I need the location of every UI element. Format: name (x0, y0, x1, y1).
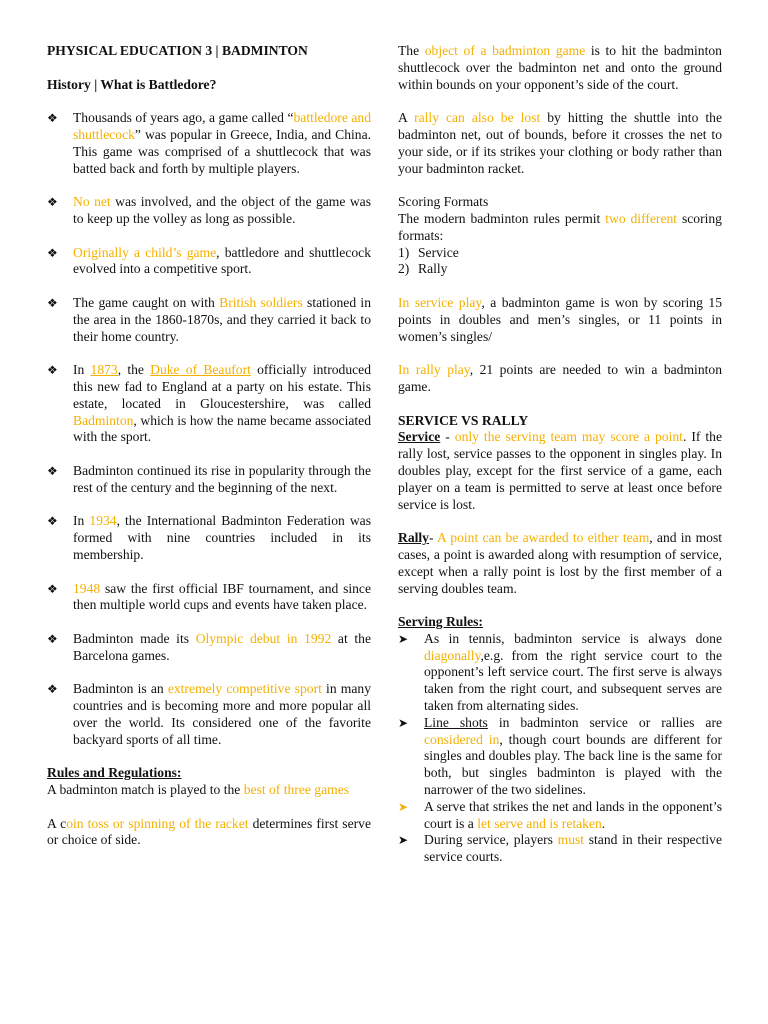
history-bullet-1: ❖ Thousands of years ago, a game called “battledore and shuttlecock” was popular in Greece, India, and China. This game was comprised of a shuttlecock that was batted back and forth by multiple players. (47, 110, 371, 176)
diamond-dots-bullet-icon: ❖ (47, 631, 58, 646)
history-bullet-8: ❖ 1948 saw the first official IBF tournament, and since then multiple world cups and events have taken place. (47, 580, 371, 613)
rules-paragraph-2: A coin toss or spinning of the racket determines first serve or choice of side. (47, 815, 371, 848)
history-bullet-4: ❖ The game caught on with British soldiers stationed in the area in the 1860-1870s, and they carried it back to their home country. (47, 294, 372, 344)
left-column (47, 43, 371, 849)
history-heading: History | What is Battledore? (47, 76, 217, 92)
history-bullet-2: ❖ No net was involved, and the object of the game was to keep up the volley as long as possible. (47, 194, 372, 226)
page-title: PHYSICAL EDUCATION 3 | BADMINTON (47, 43, 308, 58)
arrow-bullet-icon: ➤ (398, 715, 409, 730)
serving-rule-3: ➤ A serve that strikes the net and lands in the opponent’s court is a let serve and is retaken. (398, 798, 722, 831)
year-1873-link[interactable]: 1873 (90, 362, 118, 378)
diamond-dots-bullet-icon: ❖ (47, 111, 58, 126)
diamond-dots-bullet-icon: ❖ (47, 363, 58, 378)
history-bullet-7: ❖ In 1934, the International Badminton Federation was formed with nine countries included in its membership. (47, 513, 371, 562)
diamond-dots-bullet-icon: ❖ (47, 463, 58, 478)
service-play-paragraph: In service play, a badminton game is won by scoring 15 points in doubles and men’s singles, or 11 points in women’s singles/ (398, 294, 722, 344)
rally-play-paragraph: In rally play, 21 points are needed to win a badminton game. (398, 362, 722, 394)
right-column (398, 43, 722, 866)
diamond-dots-bullet-icon: ❖ (47, 514, 58, 529)
rally-lost-paragraph: A rally can also be lost by hitting the shuttle into the badminton net, out of bounds, before it crosses the net to your side, or if its strikes your clothing or body rather than your badminton racket. (398, 110, 722, 176)
serving-rule-1: ➤ As in tennis, badminton service is always done diagonally,e.g. from the right service court to the opponent’s left service court. The first serve is always taken from the right court, and subsequent serves are taken from alternating sides. (398, 630, 722, 714)
diamond-dots-bullet-icon: ❖ (47, 581, 58, 596)
rally-paragraph: Rally- A point can be awarded to either team, and in most cases, a point is awarded along with resumption of service, except when a rally point is lost by the first member of a serving doubles team. (398, 530, 723, 596)
service-vs-rally-heading: SERVICE VS RALLY (398, 412, 529, 428)
scoring-formats-paragraph: The modern badminton rules permit two different scoring formats: (398, 210, 722, 243)
list-item: 2) Rally (398, 261, 448, 277)
rules-paragraph-1: A badminton match is played to the best of three games (47, 782, 350, 798)
history-bullet-6: ❖ Badminton continued its rise in popularity through the rest of the century and the beginning of the next. (47, 462, 371, 495)
serving-rule-2: ➤ Line shots in badminton service or rallies are considered in, though court bounds are different for singles and doubles play. The back line is the same for both, but singles badminton is played with the narrower of the two sidelines. (398, 714, 723, 798)
serving-rules-heading: Serving Rules: (398, 614, 483, 630)
history-bullet-5: ❖ In 1873, the Duke of Beaufort officially introduced this new fad to England at a party on his estate. This estate, located in Gloucestershire, was called Badminton, which is how the name became associated with the sport. (47, 362, 371, 445)
list-item: 1) Service (398, 244, 459, 260)
rules-heading: Rules and Regulations: (47, 765, 182, 781)
duke-of-beaufort-link[interactable]: Duke of Beaufort (150, 362, 251, 378)
diamond-dots-bullet-icon: ❖ (47, 195, 58, 210)
arrow-bullet-icon: ➤ (398, 631, 409, 646)
history-bullet-10: ❖ Badminton is an extremely competitive sport in many countries and is becoming more and more popular all over the world. Its considered one of the favorite backyard sports of all time. (47, 681, 371, 747)
arrow-bullet-icon: ➤ (398, 799, 409, 814)
serving-rule-4: ➤ During service, players must stand in their respective service courts. (398, 832, 722, 865)
object-paragraph: The object of a badminton game is to hit the badminton shuttlecock over the badminton net and onto the ground within bounds on your opponent’s side of the court. (398, 43, 722, 92)
diamond-dots-bullet-icon: ❖ (47, 295, 58, 310)
arrow-bullet-icon: ➤ (398, 833, 409, 848)
scoring-formats-title: Scoring Formats (398, 194, 489, 210)
service-paragraph: Service - only the serving team may score a point. If the rally lost, service passes to the opponent in singles play. In doubles play, except for the first service of a game, each player on a team is permitted to serve at least once before service is lost. (398, 429, 723, 512)
diamond-dots-bullet-icon: ❖ (47, 682, 58, 697)
diamond-dots-bullet-icon: ❖ (47, 245, 58, 260)
history-bullet-3: ❖ Originally a child’s game, battledore and shuttlecock evolved into a competitive sport. (47, 244, 371, 277)
history-bullet-9: ❖ Badminton made its Olympic debut in 1992 at the Barcelona games. (47, 630, 371, 663)
